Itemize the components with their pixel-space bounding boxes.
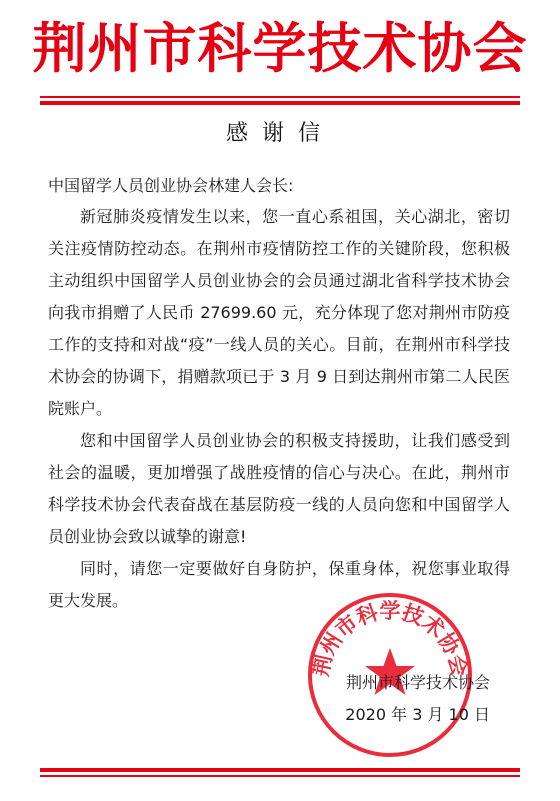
letter-body [48,201,510,617]
header-rule-thin [40,96,520,98]
body-paragraph-2: 您和中国留学人员创业协会的积极支持援助，让我们感受到社会的温暖，更加增强了战胜疫情的信心与决心。在此，荆州市科学技术协会代表奋战在基层防疫一线的人员向您和中国留学人员创业协会致以诚挚的谢意! [48,431,510,546]
footer-rule-thick [40,768,520,772]
organization-header: 荆州市科学技术协会 [32,17,528,80]
footer-rule-thin [40,775,520,777]
salutation: 中国留学人员创业协会林建人会长: [48,176,294,195]
signature: 荆州市科学技术协会 [345,673,490,692]
signoff-block [290,667,490,731]
seal-text: 荆州市科学技术协会 [308,599,472,679]
body-paragraph-1: 新冠肺炎疫情发生以来，您一直心系祖国，关心湖北，密切关注疫情防控动态。在荆州市疫情防控工作的关键阶段，您积极主动组织中国留学人员创业协会的会员通过湖北省科学技术协会向我市捐赠了人民币 27699.60 元，充分体现了您对荆州市防疫工作的支持和对战“疫”一线人员的关心。目前，在荆州市科学技术协会的协调下，捐赠款项已于 3 月 9 日到达荆州市第二人民医院账户。 [48,207,510,418]
body-paragraph-3: 同时，请您一定要做好自身防护，保重身体，祝您事业取得更大发展。 [48,559,510,610]
letter-date: 2020 年 3 月 10 日 [345,705,490,724]
header-rule-thick [40,101,520,105]
document-title: 感谢信 [225,121,334,146]
